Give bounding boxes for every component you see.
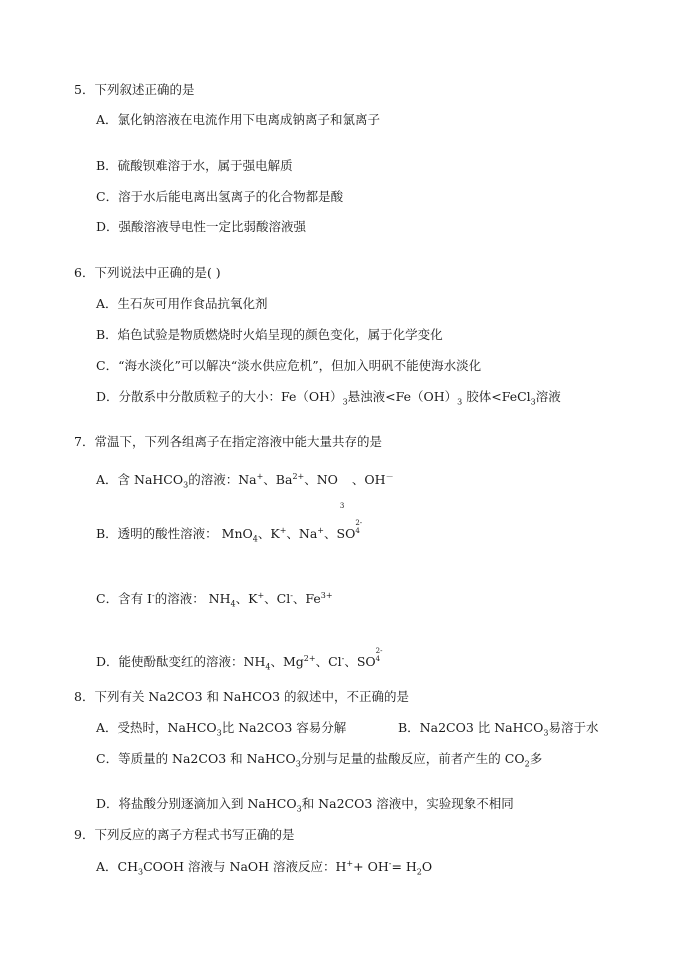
text: A．含 NaHCO [96, 472, 184, 487]
text: D．将盐酸分别逐滴加入到 NaHCO [96, 796, 297, 811]
superscript: - [290, 590, 293, 600]
superscript: - [341, 653, 345, 663]
superscript: 2- [355, 519, 363, 527]
superscript: + [257, 590, 265, 600]
q5-option-a: A．氯化钠溶液在电流作用下电离成钠离子和氯离子 [96, 112, 381, 127]
text: 、K [235, 591, 258, 606]
text: D．能使酚酞变红的溶液：NH [96, 654, 266, 669]
subscript: 3 [296, 804, 302, 814]
text: 比 Na2CO3 容易分解 [221, 720, 347, 735]
text: 胶体<FeCl [462, 389, 531, 404]
q7-option-b [96, 519, 364, 544]
subscript: 3 [457, 397, 463, 407]
subscript: 4 [375, 655, 381, 663]
text: C．含有 I [96, 591, 152, 606]
superscript: - [151, 590, 155, 600]
text: COOH 溶液与 NaOH 溶液反应：H [143, 859, 347, 874]
q8-option-b [398, 720, 598, 736]
q7-option-a [96, 471, 394, 510]
superscript: + [279, 525, 287, 535]
text: 、Cl [264, 591, 291, 606]
superscript: － [385, 471, 394, 481]
text: C．等质量的 Na2CO3 和 NaHCO [96, 751, 296, 766]
subscript: 4 [355, 527, 360, 535]
text: 溶液 [535, 389, 561, 404]
text: 悬浊液<Fe（OH） [347, 389, 458, 404]
question-9-stem: 9．下列反应的离子方程式书写正确的是 [74, 827, 295, 842]
text: B．Na2CO3 比 NaHCO [398, 720, 544, 735]
text: 和 Na2CO3 溶液中，实验现象不相同 [301, 796, 514, 811]
q6-option-c: C．“海水淡化”可以解决“淡水供应危机”，但加入明矾不能使海水淡化 [96, 358, 482, 373]
subscript: 3 [183, 480, 189, 490]
text: 、Cl [315, 654, 342, 669]
superscript: - [388, 858, 392, 868]
text: 分别与足量的盐酸反应，前者产生的 CO [300, 751, 525, 766]
subscript: 3 [295, 759, 301, 769]
q6-option-b: B．焰色试验是物质燃烧时火焰呈现的颜色变化，属于化学变化 [96, 327, 443, 342]
superscript: 2+ [303, 653, 316, 663]
subscript: 4 [265, 662, 271, 672]
superscript: 2- [375, 647, 383, 655]
text: A．受热时，NaHCO [96, 720, 217, 735]
q6-option-d [96, 389, 561, 405]
question-5-stem: 5．下列叙述正确的是 [74, 82, 195, 97]
superscript: + [346, 858, 354, 868]
subscript: 2 [524, 759, 530, 769]
text: = H [391, 859, 417, 874]
text: 、SO [344, 654, 376, 669]
text: 、Mg [270, 654, 304, 669]
subscript: 3 [530, 397, 536, 407]
text: 多 [529, 751, 543, 766]
text: 、SO [324, 526, 356, 541]
text: D．分散系中分散质粒子的大小：Fe（OH） [96, 389, 343, 404]
text: 的溶液： NH [154, 591, 231, 606]
subscript: 4 [230, 599, 236, 609]
subscript: 3 [216, 728, 222, 738]
q6-option-a: A．生石灰可用作食品抗氧化剂 [96, 296, 268, 311]
subscript: 3 [339, 502, 345, 510]
superscript: + [256, 471, 264, 481]
text: + OH [353, 859, 389, 874]
text: 、Na [286, 526, 318, 541]
q5-option-b: B．硫酸钡难溶于水，属于强电解质 [96, 158, 293, 173]
sulfate-charge [375, 647, 385, 666]
superscript: 2+ [292, 471, 305, 481]
text: 、NO [304, 472, 338, 487]
q5-option-d: D．强酸溶液导电性一定比弱酸溶液强 [96, 219, 307, 234]
subscript: 3 [342, 397, 348, 407]
subscript: 3 [138, 867, 144, 877]
q8-option-a [96, 720, 346, 736]
subscript: 4 [252, 534, 258, 544]
text: 、Fe [292, 591, 321, 606]
question-8-stem: 8．下列有关 Na2CO3 和 NaHCO3 的叙述中，不正确的是 [74, 689, 410, 704]
text: A．CH [96, 859, 138, 874]
subscript: 3 [543, 728, 549, 738]
q5-option-c: C．溶于水后能电离出氢离子的化合物都是酸 [96, 189, 344, 204]
text: 、Ba [263, 472, 293, 487]
text: B．透明的酸性溶液： MnO [96, 526, 253, 541]
superscript: 3+ [320, 590, 333, 600]
q8-option-d [96, 796, 514, 812]
q9-option-a [96, 859, 432, 875]
question-7-stem: 7．常温下，下列各组离子在指定溶液中能大量共存的是 [74, 434, 382, 449]
sulfate-charge [355, 519, 364, 538]
text: 、OH [351, 472, 386, 487]
q7-option-d [96, 647, 385, 672]
text: 、K [257, 526, 280, 541]
text: 易溶于水 [548, 720, 599, 735]
question-6-stem: 6．下列说法中正确的是( ) [74, 265, 221, 280]
subscript: 2 [416, 867, 422, 877]
q8-option-c [96, 751, 542, 767]
text: 的溶液：Na [188, 472, 257, 487]
q7-option-c [96, 591, 333, 607]
text: O [421, 859, 433, 874]
superscript: + [317, 525, 324, 535]
